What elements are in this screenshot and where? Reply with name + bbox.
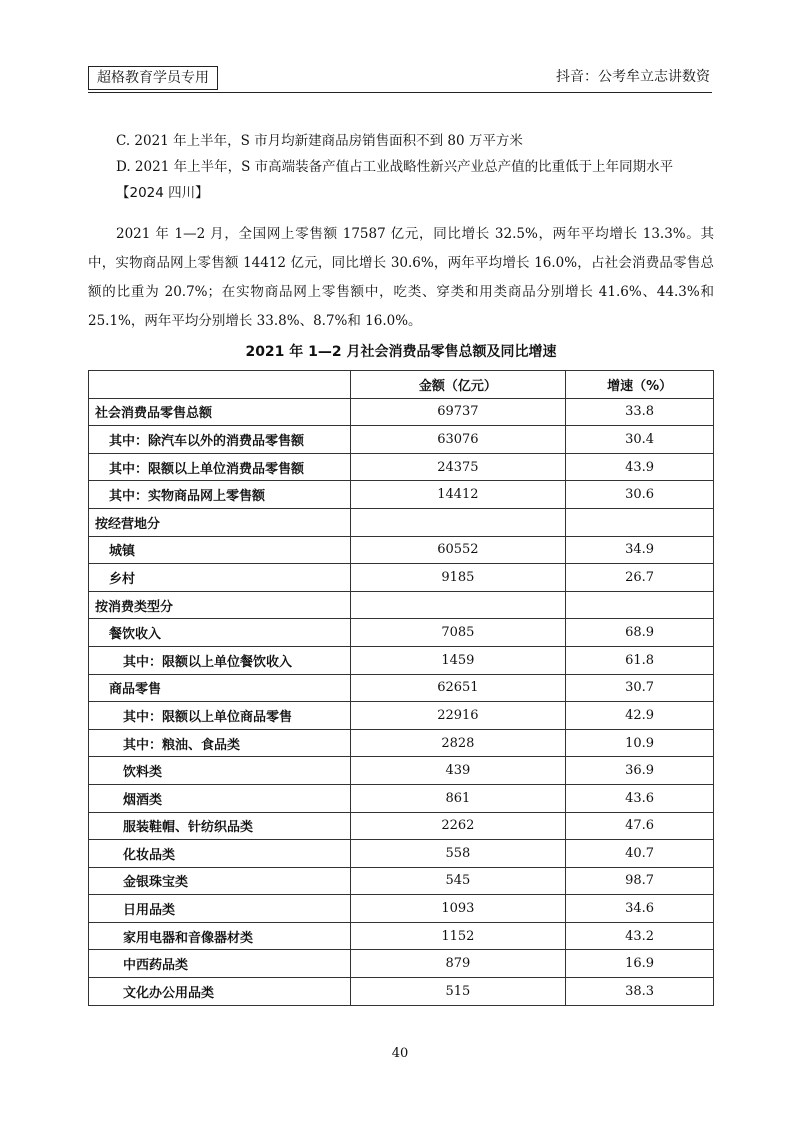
row-label: 烟酒类 xyxy=(89,784,351,812)
row-growth xyxy=(566,508,714,536)
table-row xyxy=(89,426,714,454)
row-growth: 43.2 xyxy=(566,922,714,950)
row-growth: 30.7 xyxy=(566,674,714,702)
row-growth: 36.9 xyxy=(566,757,714,785)
row-label: 城镇 xyxy=(89,536,351,564)
row-amount: 558 xyxy=(350,840,566,868)
row-growth: 43.9 xyxy=(566,453,714,481)
header-divider xyxy=(88,92,712,93)
option-c: C. 2021 年上半年，S 市月均新建商品房销售面积不到 80 万平方米 xyxy=(116,133,523,149)
row-label: 其中：限额以上单位商品零售 xyxy=(89,702,351,730)
row-growth: 30.4 xyxy=(566,426,714,454)
header-source: 抖音：公考牟立志讲数资 xyxy=(556,69,710,85)
row-amount: 1459 xyxy=(350,646,566,674)
row-growth: 10.9 xyxy=(566,729,714,757)
row-amount: 1152 xyxy=(350,922,566,950)
row-label: 其中：粮油、食品类 xyxy=(89,729,351,757)
row-growth: 34.6 xyxy=(566,895,714,923)
row-label: 其中：实物商品网上零售额 xyxy=(89,481,351,509)
row-growth: 16.9 xyxy=(566,950,714,978)
header-growth: 增速（%） xyxy=(566,371,714,399)
question-content xyxy=(88,128,714,349)
table-row xyxy=(89,784,714,812)
row-amount: 1093 xyxy=(350,895,566,923)
row-amount: 69737 xyxy=(350,398,566,426)
header-badge: 超格教育学员专用 xyxy=(88,66,218,90)
row-growth: 98.7 xyxy=(566,867,714,895)
section-tag: 【2024 四川】 xyxy=(116,185,209,201)
row-amount: 24375 xyxy=(350,453,566,481)
row-growth xyxy=(566,591,714,619)
row-label: 其中：限额以上单位餐饮收入 xyxy=(89,646,351,674)
row-label: 化妆品类 xyxy=(89,840,351,868)
row-growth: 30.6 xyxy=(566,481,714,509)
table-row xyxy=(89,950,714,978)
row-label: 乡村 xyxy=(89,564,351,592)
row-label: 其中：限额以上单位消费品零售额 xyxy=(89,453,351,481)
row-label: 文化办公用品类 xyxy=(89,978,351,1006)
table-row xyxy=(89,674,714,702)
table-row xyxy=(89,812,714,840)
row-label: 餐饮收入 xyxy=(89,619,351,647)
header-item xyxy=(89,371,351,399)
row-label: 家用电器和音像器材类 xyxy=(89,922,351,950)
row-growth: 68.9 xyxy=(566,619,714,647)
row-growth: 33.8 xyxy=(566,398,714,426)
table-row xyxy=(89,453,714,481)
row-label: 商品零售 xyxy=(89,674,351,702)
table-row xyxy=(89,508,714,536)
row-amount: 515 xyxy=(350,978,566,1006)
row-amount: 2828 xyxy=(350,729,566,757)
row-label: 按经营地分 xyxy=(89,508,351,536)
row-label: 按消费类型分 xyxy=(89,591,351,619)
passage-text: 2021 年 1—2 月，全国网上零售额 17587 亿元，同比增长 32.5%，两年平均增长 13.3%。其中，实物商品网上零售额 14412 亿元，同比增长 30.6%，两年平均增长 16.0%，占社会消费品零售总额的比重为 20.7%；在实物商品网上零售额中，吃类、穿类和用类商品分别增长 41.6%、44.3%和 25.1%，两年平均分别增长 33.8%、8.7%和 16.0%。 xyxy=(88,225,714,329)
table-row xyxy=(89,840,714,868)
row-label: 金银珠宝类 xyxy=(89,867,351,895)
table-row xyxy=(89,757,714,785)
table-header-row xyxy=(89,371,714,399)
table-row xyxy=(89,536,714,564)
row-amount: 9185 xyxy=(350,564,566,592)
row-amount: 14412 xyxy=(350,481,566,509)
page-number: 40 xyxy=(391,1046,409,1061)
row-growth: 34.9 xyxy=(566,536,714,564)
row-label: 饮料类 xyxy=(89,757,351,785)
row-amount: 861 xyxy=(350,784,566,812)
row-growth: 61.8 xyxy=(566,646,714,674)
option-d: D. 2021 年上半年，S 市高端装备产值占工业战略性新兴产业总产值的比重低于上年同期水平 xyxy=(116,159,674,175)
table-row xyxy=(89,619,714,647)
table-body xyxy=(89,398,714,1005)
row-amount: 60552 xyxy=(350,536,566,564)
table-title: 2021 年 1—2 月社会消费品零售总额及同比增速 xyxy=(245,344,557,360)
table-row xyxy=(89,895,714,923)
row-amount: 2262 xyxy=(350,812,566,840)
row-label: 中西药品类 xyxy=(89,950,351,978)
row-amount: 63076 xyxy=(350,426,566,454)
table-row xyxy=(89,978,714,1006)
header-amount: 金额（亿元） xyxy=(350,371,566,399)
table-row xyxy=(89,922,714,950)
table-row xyxy=(89,646,714,674)
row-amount: 62651 xyxy=(350,674,566,702)
row-growth: 43.6 xyxy=(566,784,714,812)
retail-sales-table xyxy=(88,370,714,1006)
row-amount: 7085 xyxy=(350,619,566,647)
row-growth: 47.6 xyxy=(566,812,714,840)
row-amount: 439 xyxy=(350,757,566,785)
row-amount xyxy=(350,508,566,536)
table-row xyxy=(89,729,714,757)
row-growth: 38.3 xyxy=(566,978,714,1006)
row-amount: 22916 xyxy=(350,702,566,730)
table-row xyxy=(89,591,714,619)
row-growth: 26.7 xyxy=(566,564,714,592)
table-row xyxy=(89,564,714,592)
row-label: 社会消费品零售总额 xyxy=(89,398,351,426)
row-amount xyxy=(350,591,566,619)
table-row xyxy=(89,702,714,730)
table-row xyxy=(89,867,714,895)
row-amount: 545 xyxy=(350,867,566,895)
row-growth: 42.9 xyxy=(566,702,714,730)
row-label: 日用品类 xyxy=(89,895,351,923)
row-amount: 879 xyxy=(350,950,566,978)
row-label: 其中：除汽车以外的消费品零售额 xyxy=(89,426,351,454)
row-label: 服装鞋帽、针纺织品类 xyxy=(89,812,351,840)
row-growth: 40.7 xyxy=(566,840,714,868)
table-row xyxy=(89,398,714,426)
table-row xyxy=(89,481,714,509)
